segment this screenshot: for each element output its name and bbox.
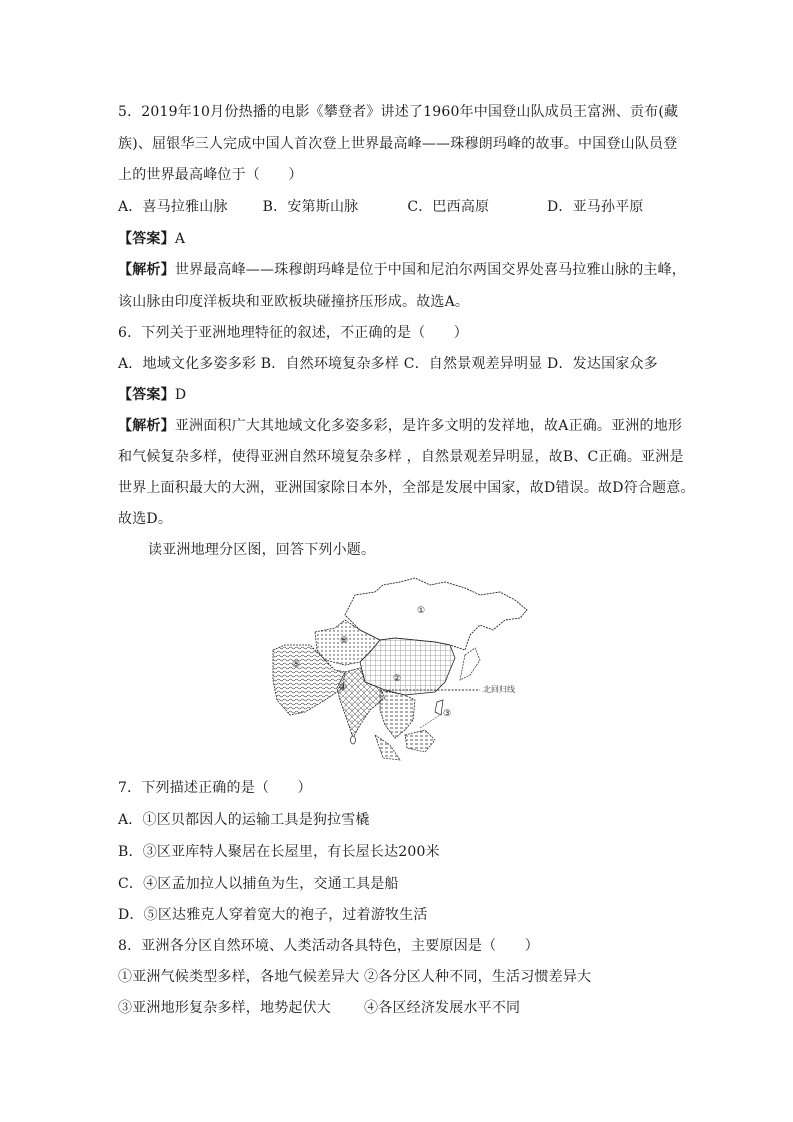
region-label-4: ④ xyxy=(339,683,348,693)
q7-stem: 7．下列描述正确的是（ ） xyxy=(118,780,312,796)
q6-options: A．地域文化多姿多彩 B．自然环境复杂多样 C．自然景观差异明显 D．发达国家众多 xyxy=(118,356,658,372)
region-label-6: ⑥ xyxy=(340,636,349,646)
q8-statements-line-2: ③亚洲地形复杂多样，地势起伏大 ④各区经济发展水平不同 xyxy=(118,1000,521,1016)
asia-region-map xyxy=(265,570,540,765)
q5-analysis-line-1 xyxy=(118,260,688,280)
q8-statements-line-1: ①亚洲气候类型多样，各地气候差异大 ②各分区人种不同，生活习惯差异大 xyxy=(118,969,592,985)
analysis-label: 【解析】 xyxy=(118,418,175,434)
q7-option-b: B．③区亚库特人聚居在长屋里，有长屋长达200米 xyxy=(118,844,440,860)
analysis-text: 世界最高峰——珠穆朗玛峰是位于中国和尼泊尔两国交界处喜马拉雅山脉的主峰， xyxy=(174,262,687,278)
q5-option-a: A．喜马拉雅山脉 xyxy=(118,199,228,215)
q5-stem-line-3: 上的世界最高峰位于（ ） xyxy=(118,167,303,183)
q5-option-b: B．安第斯山脉 xyxy=(262,199,359,215)
analysis-label: 【解析】 xyxy=(118,262,175,278)
q6-answer xyxy=(118,385,688,405)
q5-answer xyxy=(118,229,688,249)
answer-value: A xyxy=(174,231,186,247)
q6-analysis-line-1 xyxy=(118,416,688,436)
q8-stem: 8．亚洲各分区自然环境、人类活动各具特色，主要原因是（ ） xyxy=(118,938,539,954)
tropic-of-cancer-label: 北回归线 xyxy=(483,685,515,694)
answer-label: 【答案】 xyxy=(118,387,175,403)
region-label-5: ⑤ xyxy=(292,660,301,670)
region-label-1: ① xyxy=(417,606,426,616)
answer-value: D xyxy=(174,387,187,403)
answer-label: 【答案】 xyxy=(118,231,175,247)
q5-stem-line-2: 族)、屈银华三人完成中国人首次登上世界最高峰——珠穆朗玛峰的故事。中国登山队员登 xyxy=(118,136,678,152)
map-intro: 读亚洲地理分区图，回答下列小题。 xyxy=(148,542,376,558)
q6-stem: 6．下列关于亚洲地理特征的叙述，不正确的是（ ） xyxy=(118,325,468,341)
q7-option-d: D．⑤区达雅克人穿着宽大的袍子，过着游牧生活 xyxy=(118,907,428,923)
analysis-text: 亚洲面积广大其地域文化多姿多彩，是许多文明的发祥地，故A正确。亚洲的地形 xyxy=(174,418,683,434)
asia-map-figure xyxy=(265,570,540,765)
q5-option-d: D．亚马孙平原 xyxy=(546,199,644,215)
q5-stem-line-1: 5．2019年10月份热播的电影《攀登者》讲述了1960年中国登山队成员王富洲、贡布(藏 xyxy=(118,104,679,120)
q7-option-a: A．①区贝都因人的运输工具是狗拉雪橇 xyxy=(118,812,370,828)
region-label-2: ② xyxy=(393,674,402,684)
q6-analysis-line-3: 世界上面积最大的大洲，亚洲国家除日本外，全部是发展中国家，故D错误。故D符合题意。 xyxy=(118,480,695,496)
q6-analysis-line-2: 和气候复杂多样，使得亚洲自然环境复杂多样 ，自然景观差异明显，故B、C正确。亚洲是 xyxy=(118,449,684,465)
region-label-3: ③ xyxy=(443,709,452,719)
q5-options xyxy=(118,197,688,217)
q7-option-c: C．④区孟加拉人以捕鱼为生，交通工具是船 xyxy=(118,876,399,892)
q6-analysis-line-4: 故选D。 xyxy=(118,511,173,527)
q5-analysis-line-2: 该山脉由印度洋板块和亚欧板块碰撞挤压形成。故选A。 xyxy=(118,294,470,310)
q5-option-c: C．巴西高原 xyxy=(407,199,490,215)
